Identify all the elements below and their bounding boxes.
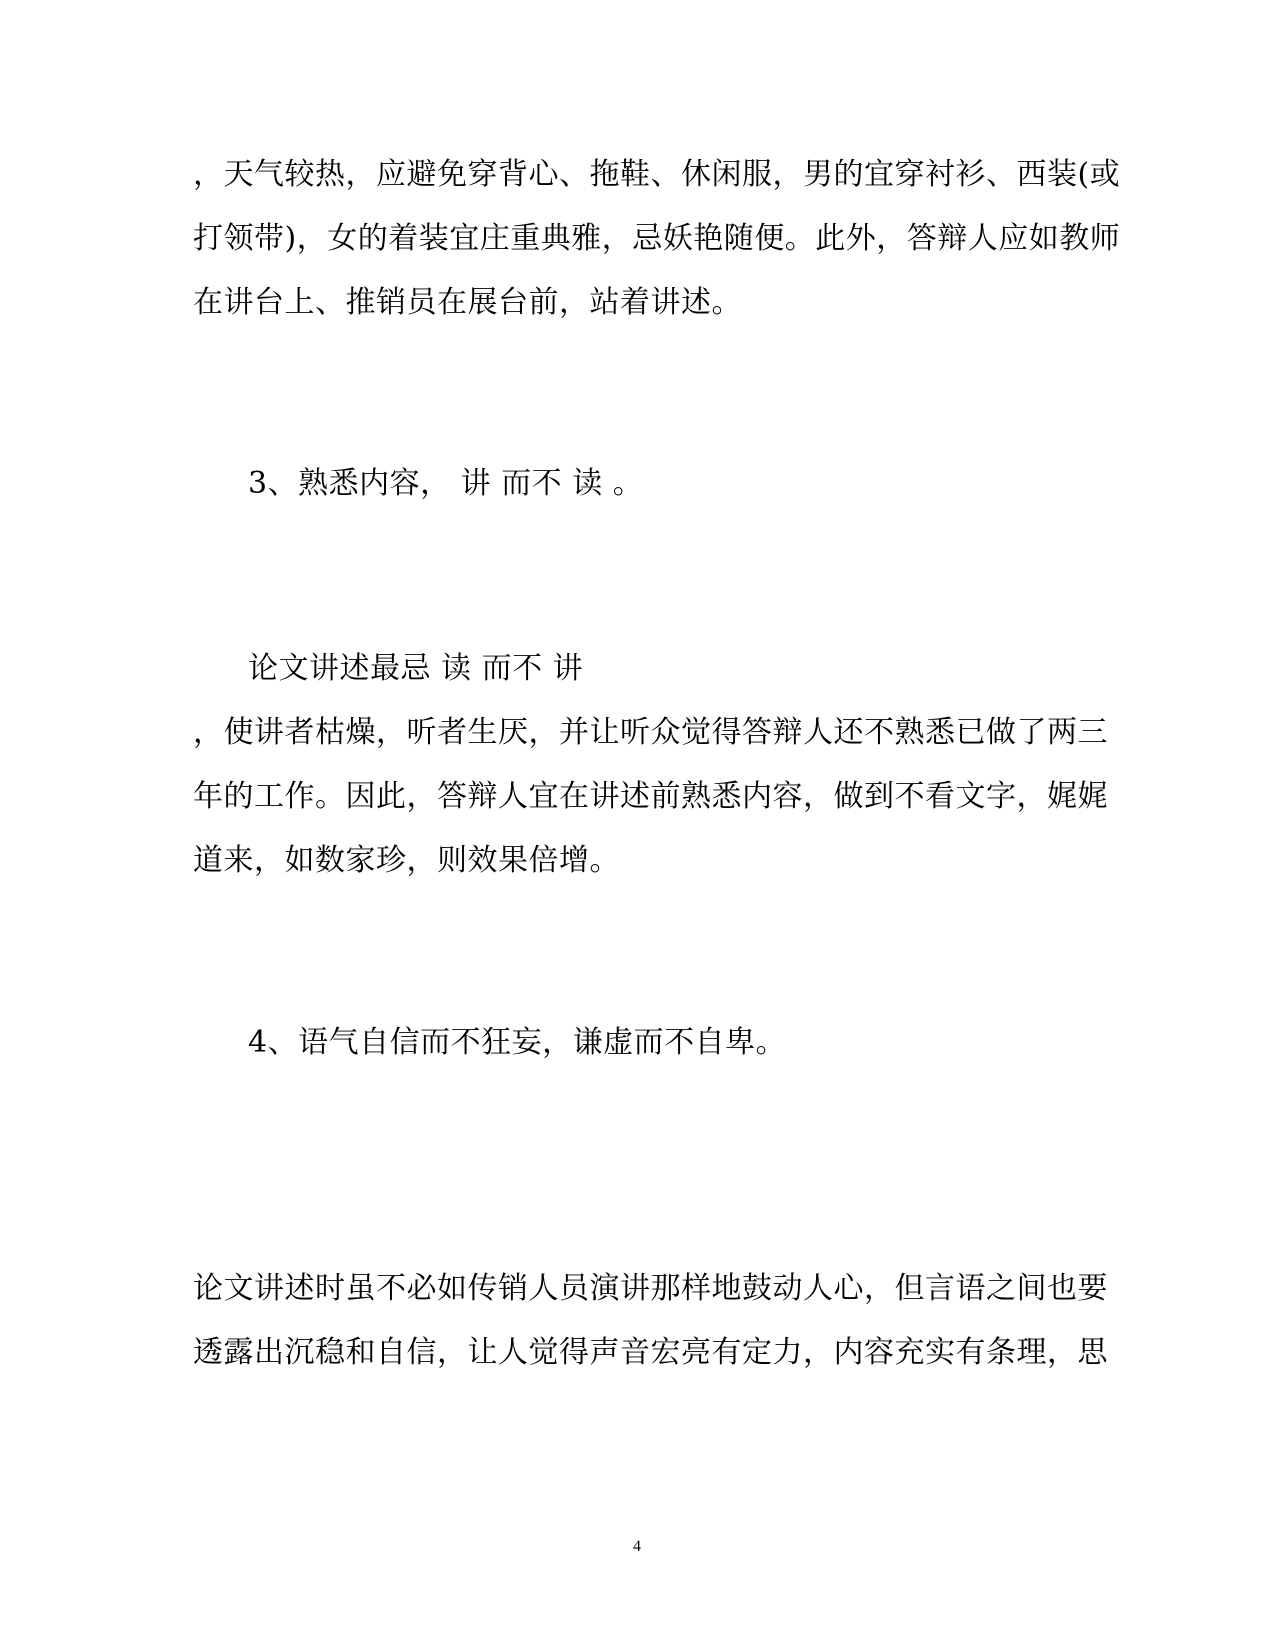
- paragraph-line: 道来，如数家珍，则效果倍增。: [193, 843, 620, 878]
- paragraph-line: 论文讲述时虽不必如传销人员演讲那样地鼓动人心，但言语之间也要: [193, 1271, 1108, 1306]
- paragraph-line: ，天气较热，应避免穿背心、拖鞋、休闲服，男的宜穿衬衫、西装(或: [193, 157, 1121, 192]
- section-heading: 4、语气自信而不狂妄，谦虚而不自卑。: [248, 1025, 787, 1060]
- paragraph-lead: 论文讲述最忌 读 而不 讲: [248, 651, 584, 686]
- paragraph-line: 年的工作。因此，答辩人宜在讲述前熟悉内容，做到不看文字，娓娓: [193, 779, 1108, 814]
- paragraph-line: 打领带)，女的着装宜庄重典雅，忌妖艳随便。此外，答辩人应如教师: [193, 221, 1121, 256]
- section-heading: 3、熟悉内容， 讲 而不 读 。: [248, 466, 644, 501]
- page-number: 4: [633, 1538, 641, 1555]
- paragraph-line: 在讲台上、推销员在展台前，站着讲述。: [193, 285, 742, 320]
- paragraph-line: 透露出沉稳和自信，让人觉得声音宏亮有定力，内容充实有条理，思: [193, 1335, 1108, 1370]
- paragraph-line: ，使讲者枯燥，听者生厌，并让听众觉得答辩人还不熟悉已做了两三: [193, 715, 1108, 750]
